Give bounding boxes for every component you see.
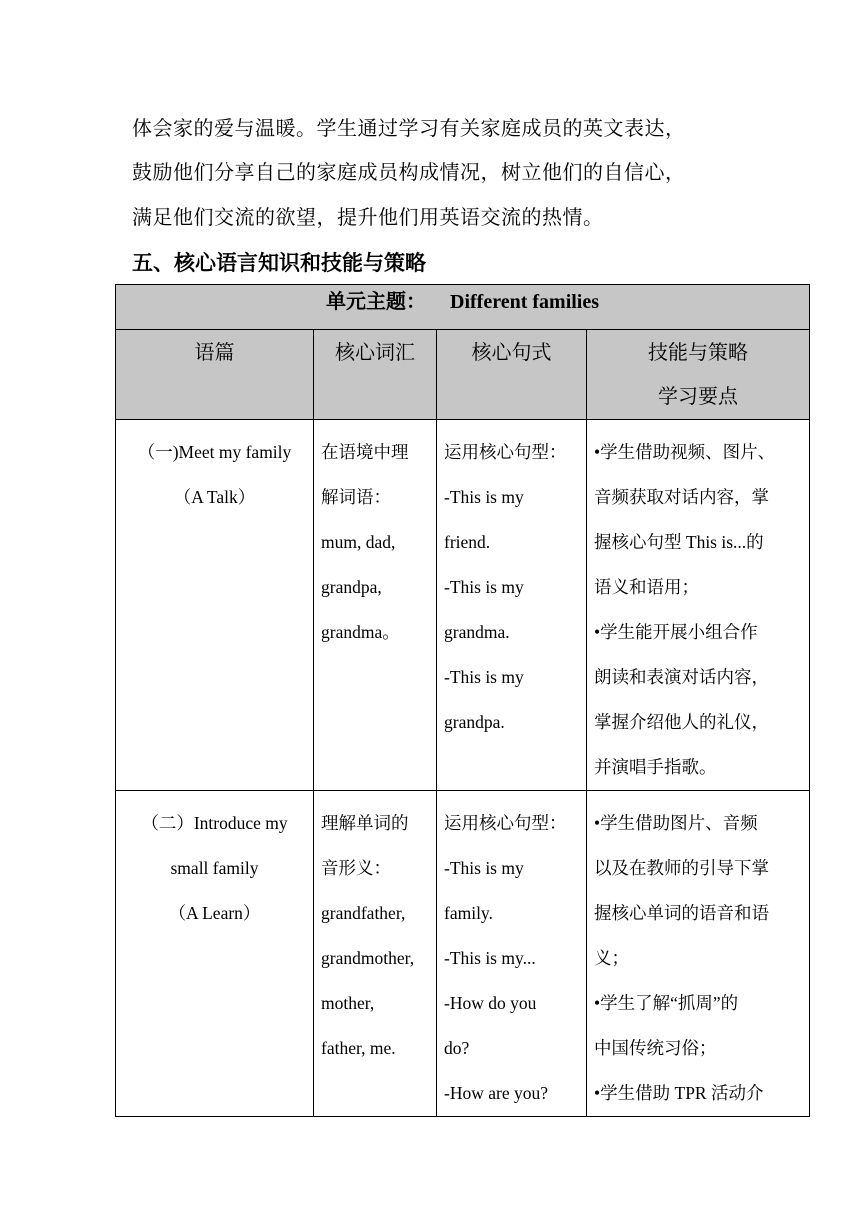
header-skills [587,330,810,420]
table-row [116,791,810,1117]
paragraph-line: 满足他们交流的欲望，提升他们用英语交流的热情。 [132,205,604,229]
sentences-cell [437,791,587,1117]
cell-line: -This is my [444,487,524,507]
paragraph-line: 鼓励他们分享自己的家庭成员构成情况，树立他们的自信心， [132,160,686,184]
section-heading: 五、核心语言知识和技能与策略 [132,250,426,275]
header-text: 语篇 [116,330,314,420]
cell-line: （一)Meet my family [137,442,292,462]
cell-line: friend. [444,532,491,552]
header-sentences: 核心句式 [437,330,587,420]
cell-line: small family [170,858,259,878]
unit-theme-label: 单元主题： [326,289,426,313]
cell-line: •学生借助图片、音频 [594,813,758,833]
cell-line: grandpa, [321,577,382,597]
cell-line: 音频获取对话内容，掌 [594,487,769,507]
cell-line: 掌握介绍他人的礼仪， [594,712,769,732]
cell-line: grandma. [444,622,510,642]
text-cell [116,791,314,1117]
unit-theme-value: Different families [450,291,600,313]
cell-line: （A Learn） [168,903,261,923]
cell-line: mother, [321,993,375,1013]
cell-line: •学生了解“抓周”的 [594,993,739,1013]
cell-line: •学生能开展小组合作 [594,622,758,642]
cell-line: -This is my... [444,948,536,968]
vocab-cell [314,420,437,791]
vocab-cell [314,791,437,1117]
cell-line: 握核心句型 This is...的 [594,532,764,552]
sentences-cell [437,420,587,791]
cell-line: 握核心单词的语音和语 [594,903,769,923]
cell-line: 运用核心句型： [444,813,567,833]
cell-line: （A Talk） [173,487,256,507]
cell-line: •学生借助 TPR 活动介 [594,1083,764,1103]
table-header-row [116,330,810,420]
cell-line: 解词语： [321,487,391,507]
cell-line: 语义和语用； [594,577,699,597]
unit-theme-cell [116,285,810,330]
table-row [116,420,810,791]
cell-line: 并演唱手指歌。 [594,757,717,777]
cell-line: -This is my [444,577,524,597]
cell-line: do? [444,1038,470,1058]
header-skills-line1: 技能与策略 [648,340,749,364]
cell-line: grandfather, [321,903,406,923]
cell-line: 义； [594,948,629,968]
cell-line: grandmother, [321,948,415,968]
cell-line: 在语境中理 [321,442,409,462]
cell-line: grandpa. [444,712,505,732]
cell-line: 音形义： [321,858,391,878]
cell-line: 以及在教师的引导下掌 [594,858,769,878]
cell-line: •学生借助视频、图片、 [594,442,776,462]
skills-cell [587,791,810,1117]
paragraph-line: 体会家的爱与温暖。学生通过学习有关家庭成员的英文表达， [132,116,686,140]
core-knowledge-table [115,284,810,1117]
cell-line: grandma。 [321,622,400,642]
cell-line: 中国传统习俗； [594,1038,717,1058]
cell-line: 运用核心句型： [444,442,567,462]
cell-line: family. [444,903,493,923]
cell-line: -How do you [444,993,537,1013]
header-vocab: 核心词汇 [314,330,437,420]
cell-line: mum, dad, [321,532,396,552]
cell-line: 理解单词的 [321,813,409,833]
cell-line: -How are you? [444,1083,548,1103]
cell-line: -This is my [444,858,524,878]
text-cell [116,420,314,791]
table-title-row [116,285,810,330]
skills-cell [587,420,810,791]
header-skills-line2: 学习要点 [658,384,739,408]
cell-line: -This is my [444,667,524,687]
cell-line: 朗读和表演对话内容， [594,667,769,687]
cell-line: （二）Introduce my [141,813,288,833]
cell-line: father, me. [321,1038,396,1058]
